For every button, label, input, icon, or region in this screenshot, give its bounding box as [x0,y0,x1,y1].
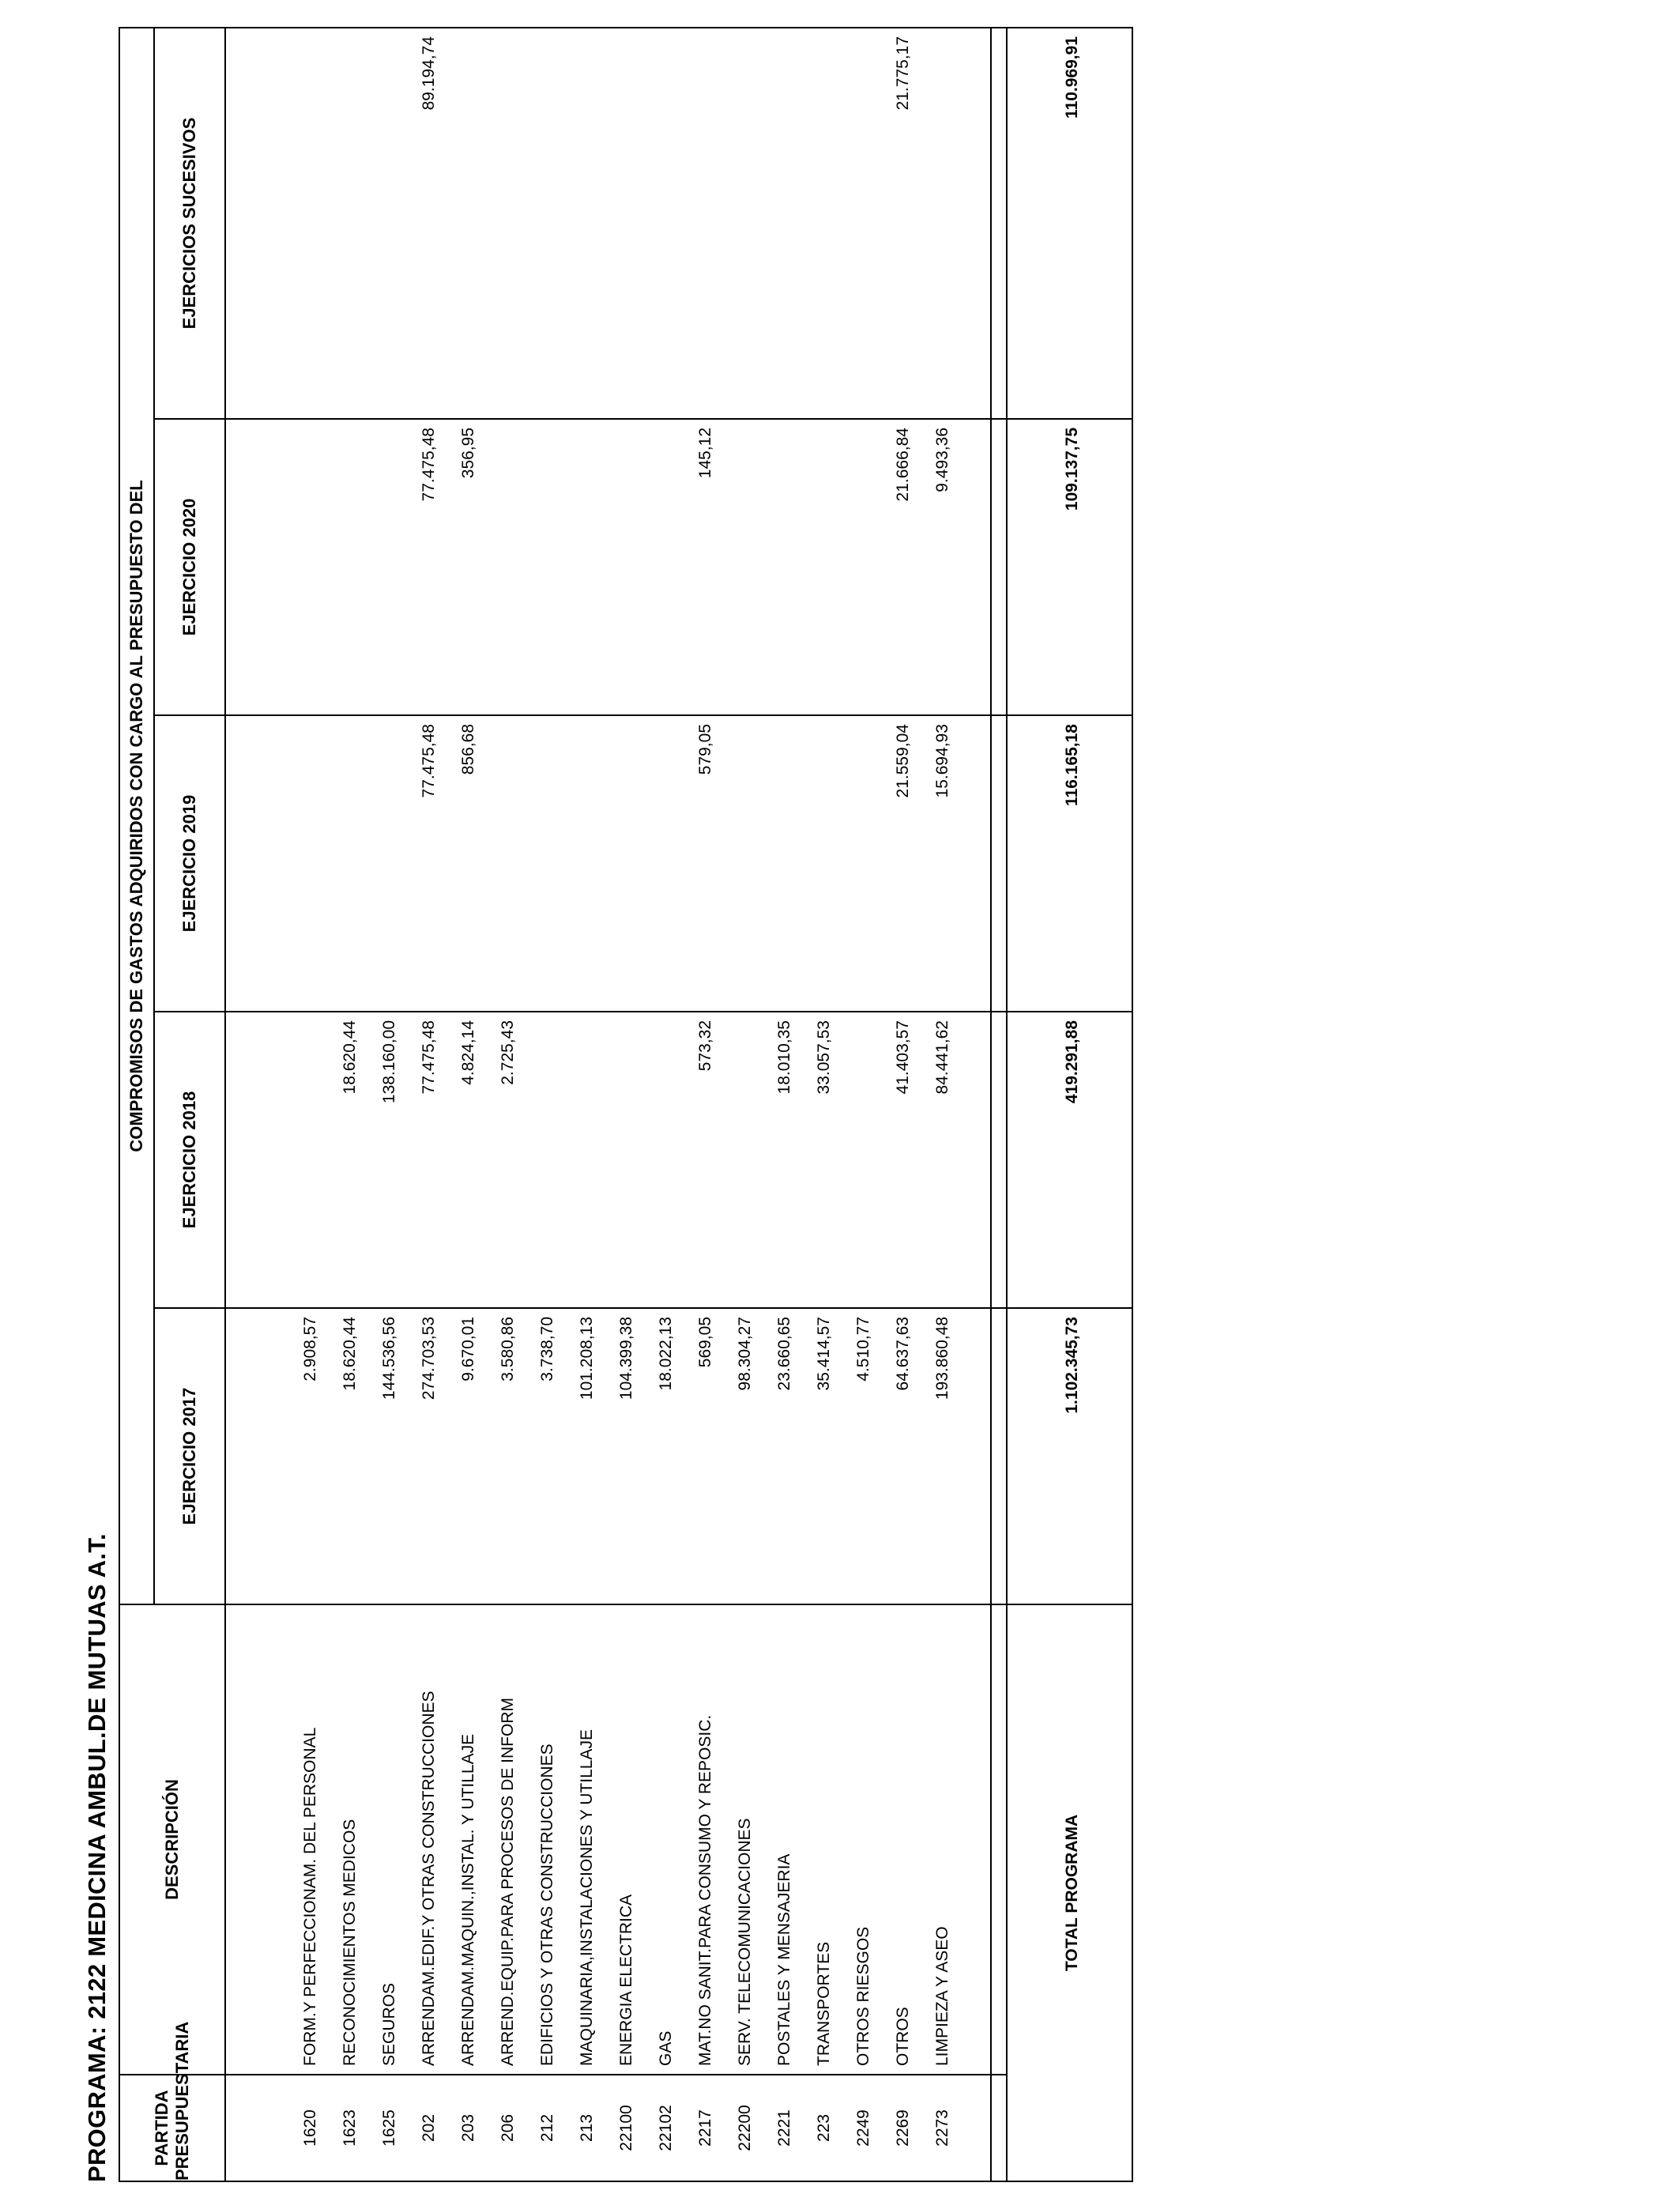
cell-2018 [225,1012,330,1308]
cell-descripcion: LIMPIEZA Y ASEO [923,1604,1007,2075]
cell-sucesivos [686,28,725,419]
cell-2018: 138.160,00 [370,1012,409,1308]
cell-descripcion: GAS [646,1604,686,2075]
cell-sucesivos [804,28,844,419]
cell-2018: 77.475,48 [409,1012,449,1308]
table-row [567,28,607,2181]
table-row [765,28,804,2181]
cell-sucesivos [725,28,765,419]
cell-2017: 23.660,65 [765,1308,804,1604]
cell-partida: 1620 [225,2075,330,2181]
cell-2019 [225,715,330,1012]
cell-partida: 206 [488,2075,528,2181]
cell-descripcion: ENERGIA ELECTRICA [607,1604,646,2075]
cell-descripcion: EDIFICIOS Y OTRAS CONSTRUCCIONES [528,1604,567,2075]
cell-2017: 104.399,38 [607,1308,646,1604]
cell-partida: 212 [528,2075,567,2181]
cell-2020: 77.475,48 [409,419,449,715]
header-ejercicio-2019: EJERCICIO 2019 [154,715,225,1012]
cell-descripcion: ARREND.EQUIP.PARA PROCESOS DE INFORM [488,1604,528,2075]
cell-descripcion: MAQUINARIA,INSTALACIONES Y UTILLAJE [567,1604,607,2075]
table-row [528,28,567,2181]
cell-2018 [844,1012,883,1308]
cell-2019 [607,715,646,1012]
cell-2020 [225,419,330,715]
cell-sucesivos [844,28,883,419]
cell-descripcion: POSTALES Y MENSAJERIA [765,1604,804,2075]
total-row [990,27,1133,2182]
header-descripcion: DESCRIPCIÓN [119,1604,225,2075]
cell-partida: 1623 [330,2075,370,2181]
cell-2019 [330,715,370,1012]
cell-2017: 3.738,70 [528,1308,567,1604]
cell-2020 [646,419,686,715]
table-row [804,28,844,2181]
cell-sucesivos [567,28,607,419]
cell-2017: 64.637,63 [883,1308,923,1604]
cell-2017: 193.860,48 [923,1308,1007,1604]
cell-descripcion: ARRENDAM.EDIF.Y OTRAS CONSTRUCCIONES [409,1604,449,2075]
cell-2018: 33.057,53 [804,1012,844,1308]
cell-descripcion: FORM.Y PERFECCIONAM. DEL PERSONAL [225,1604,330,2075]
cell-2017: 4.510,77 [844,1308,883,1604]
cell-2017: 18.022,13 [646,1308,686,1604]
table-row [488,28,528,2181]
cell-2017: 144.536,56 [370,1308,409,1604]
table-row [225,28,330,2181]
cell-sucesivos [449,28,488,419]
cell-2018: 84.441,62 [923,1012,1007,1308]
cell-partida: 1625 [370,2075,409,2181]
total-2020: 109.137,75 [991,419,1132,715]
cell-2018 [607,1012,646,1308]
cell-partida: 22102 [646,2075,686,2181]
cell-sucesivos [225,28,330,419]
cell-2017: 3.580,86 [488,1308,528,1604]
table-row [409,28,449,2181]
cell-sucesivos [330,28,370,419]
cell-2019 [646,715,686,1012]
cell-2019: 77.475,48 [409,715,449,1012]
cell-partida: 223 [804,2075,844,2181]
header-ejercicio-2017: EJERCICIO 2017 [154,1308,225,1604]
cell-2017: 18.620,44 [330,1308,370,1604]
cell-2017: 35.414,57 [804,1308,844,1604]
cell-descripcion: SERV. TELECOMUNICACIONES [725,1604,765,2075]
cell-descripcion: SEGUROS [370,1604,409,2075]
cell-2020: 356,95 [449,419,488,715]
cell-partida: 2249 [844,2075,883,2181]
cell-2020 [330,419,370,715]
cell-2018 [528,1012,567,1308]
cell-partida: 22200 [725,2075,765,2181]
table-row [449,28,488,2181]
cell-2018: 2.725,43 [488,1012,528,1308]
cell-2017: 569,05 [686,1308,725,1604]
table-row [844,28,883,2181]
cell-2018: 18.620,44 [330,1012,370,1308]
cell-sucesivos [765,28,804,419]
table-row [607,28,646,2181]
cell-2019 [844,715,883,1012]
cell-2018: 4.824,14 [449,1012,488,1308]
cell-2020 [528,419,567,715]
cell-2019: 856,68 [449,715,488,1012]
cell-2018 [725,1012,765,1308]
header-partida: PARTIDA PRESUPUESTARIA [119,2075,225,2181]
cell-2020 [607,419,646,715]
table-row [646,28,686,2181]
cell-sucesivos: 89.194,74 [409,28,449,419]
cell-2019 [725,715,765,1012]
cell-2020 [567,419,607,715]
cell-partida: 22100 [607,2075,646,2181]
cell-2019 [528,715,567,1012]
cell-2020 [488,419,528,715]
cell-2019: 579,05 [686,715,725,1012]
cell-2017: 2.908,57 [225,1308,330,1604]
cell-descripcion: MAT.NO SANIT.PARA CONSUMO Y REPOSIC. [686,1604,725,2075]
program-title: PROGRAMA: 2122 MEDICINA AMBUL.DE MUTUAS A.T. [83,1533,111,2182]
cell-2020 [370,419,409,715]
cell-2017: 274.703,53 [409,1308,449,1604]
cell-2019 [370,715,409,1012]
cell-2019: 15.694,93 [923,715,1007,1012]
cell-2018: 18.010,35 [765,1012,804,1308]
cell-descripcion: OTROS [883,1604,923,2075]
cell-partida: 2273 [923,2075,1007,2181]
cell-sucesivos [528,28,567,419]
cell-2020: 145,12 [686,419,725,715]
cell-partida: 2269 [883,2075,923,2181]
total-label: TOTAL PROGRAMA [991,1604,1132,2181]
cell-sucesivos [370,28,409,419]
cell-2018: 41.403,57 [883,1012,923,1308]
cell-2020: 9.493,36 [923,419,1007,715]
cell-2017: 101.208,13 [567,1308,607,1604]
cell-sucesivos [646,28,686,419]
cell-sucesivos [488,28,528,419]
table-row [725,28,765,2181]
cell-partida: 203 [449,2075,488,2181]
cell-2019 [567,715,607,1012]
table-row [330,28,370,2181]
cell-partida: 213 [567,2075,607,2181]
cell-2019: 21.559,04 [883,715,923,1012]
cell-sucesivos: 21.775,17 [883,28,923,419]
cell-2020 [844,419,883,715]
cell-2018 [567,1012,607,1308]
cell-2020 [804,419,844,715]
cell-2017: 9.670,01 [449,1308,488,1604]
cell-partida: 202 [409,2075,449,2181]
cell-descripcion: OTROS RIESGOS [844,1604,883,2075]
cell-2019 [765,715,804,1012]
cell-partida: 2217 [686,2075,725,2181]
cell-descripcion: TRANSPORTES [804,1604,844,2075]
cell-2018 [646,1012,686,1308]
total-2017: 1.102.345,73 [991,1308,1132,1604]
cell-descripcion: RECONOCIMIENTOS MEDICOS [330,1604,370,2075]
cell-2020 [725,419,765,715]
cell-2018: 573,32 [686,1012,725,1308]
cell-2017: 98.304,27 [725,1308,765,1604]
table-row [686,28,725,2181]
table-row [883,28,923,2181]
cell-2020: 21.666,84 [883,419,923,715]
total-2019: 116.165,18 [991,715,1132,1012]
cell-2020 [765,419,804,715]
cell-descripcion: ARRENDAM.MAQUIN.,INSTAL. Y UTILLAJE [449,1604,488,2075]
header-ejercicio-2018: EJERCICIO 2018 [154,1012,225,1308]
cell-partida: 2221 [765,2075,804,2181]
header-ejercicios-sucesivos: EJERCICIOS SUCESIVOS [154,28,225,419]
cell-sucesivos [607,28,646,419]
header-group-compromisos: COMPROMISOS DE GASTOS ADQUIRIDOS CON CARGO AL PRESUPUESTO DEL [119,28,154,1604]
cell-2019 [488,715,528,1012]
total-sucesivos: 110.969,91 [991,28,1132,419]
commitments-table [119,27,1008,2182]
cell-2019 [804,715,844,1012]
header-ejercicio-2020: EJERCICIO 2020 [154,419,225,715]
total-2018: 419.291,88 [991,1012,1132,1308]
table-row [370,28,409,2181]
